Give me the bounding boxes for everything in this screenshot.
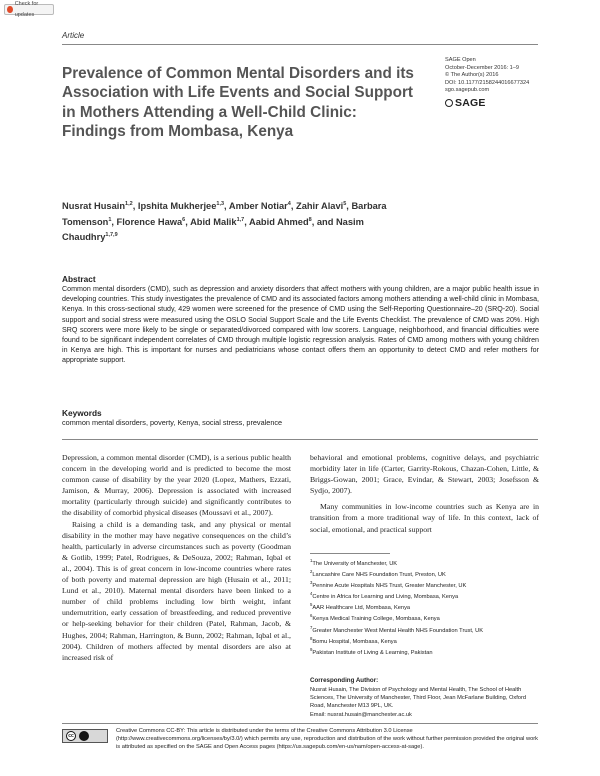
by-attribution-icon bbox=[79, 731, 89, 741]
author-name: Aabid Ahmed bbox=[249, 216, 309, 227]
affiliation-text: Centre in Africa for Learning and Living, Mombasa, Kenya bbox=[312, 594, 459, 601]
journal-name: SAGE Open bbox=[445, 57, 476, 63]
corresponding-author-details bbox=[310, 686, 539, 719]
affiliation-number: 4 bbox=[310, 591, 313, 597]
author-separator: , bbox=[290, 201, 297, 212]
affiliation-item bbox=[310, 579, 539, 590]
author-separator: , bbox=[224, 201, 229, 212]
author-affiliation-marker: 8 bbox=[308, 216, 312, 223]
author-separator: , bbox=[111, 216, 117, 227]
author-name: Nusrat Husain bbox=[62, 201, 126, 212]
sage-logo-text: SAGE bbox=[455, 97, 486, 109]
abstract-text: Common mental disorders (CMD), such as depression and anxiety disorders that affect mothers with young children, are a major public health issue in developing countries. This study investigates the prevalence of CMD and its associated factors among mothers attending a well-child clinic in Mombasa, Kenya. In this cross-sectional study, 429 women were screened for the presence of CMD using the Self-Reporting Questionnaire–20 (SRQ-20). Social support and social stress were measured using the OSLO Social Support Scale and the Life Events Checklist. The prevalence of CMD was 20%. High SRQ scorers were more likely to be single or separated/divorced compared with low scorers. Language, neighborhood, and financial difficulties were found to be significant independent correlates of CMD through multiple logistic regression analysis. Rates of CMD among mothers with young children in Kenya are high. This is important for nurses and pediatricians whose contact offers them an opportunity to detect CMD and refer mothers for appropriate support. bbox=[62, 285, 539, 365]
author-separator: , and bbox=[311, 216, 336, 227]
affiliation-number: 1 bbox=[310, 558, 313, 563]
author-affiliation-marker: 4 bbox=[287, 201, 291, 207]
body-column-right bbox=[310, 452, 539, 535]
author-separator: , bbox=[346, 201, 352, 212]
keywords-heading: Keywords bbox=[62, 408, 102, 418]
sage-logo bbox=[445, 97, 486, 109]
affiliation-number: 7 bbox=[310, 624, 313, 630]
copyright-notice: © The Author(s) 2016 bbox=[445, 72, 499, 79]
abstract-heading: Abstract bbox=[62, 274, 96, 284]
author-name: Barbara Tomenson bbox=[62, 201, 387, 227]
affiliation-number: 5 bbox=[310, 602, 313, 608]
affiliations-list bbox=[310, 557, 539, 657]
corresponding-author-email[interactable]: Email: nusrat.husain@manchester.ac.uk bbox=[310, 711, 412, 718]
affiliation-item bbox=[310, 624, 539, 635]
affiliation-item bbox=[310, 635, 539, 646]
author-name: Ipshita Mukherjee bbox=[137, 201, 217, 212]
body-divider bbox=[62, 439, 538, 440]
affiliation-text: Pennine Acute Hospitals NHS Trust, Greater Manchester, UK bbox=[312, 583, 467, 590]
author-affiliation-marker: 1,7 bbox=[236, 216, 245, 223]
author-affiliation-marker: 1,2 bbox=[125, 201, 133, 207]
header-divider bbox=[62, 44, 538, 45]
author-name: Abid Malik bbox=[190, 216, 237, 227]
body-paragraph: Many communities in low-income countries such as Kenya are in transition from a more traditional way of life. In this context, lack of social, emotional, and practical support bbox=[310, 502, 539, 534]
affiliation-text: AAR Healthcare Ltd, Mombasa, Kenya bbox=[312, 605, 411, 612]
affiliation-number: 9 bbox=[310, 646, 313, 652]
affiliation-item bbox=[310, 568, 539, 579]
doi-link[interactable]: DOI: 10.1177/2158244016677324 bbox=[445, 79, 530, 86]
cc-icon: cc bbox=[66, 731, 76, 741]
check-for-updates-label: Check for updates bbox=[14, 0, 39, 18]
corresponding-author-heading: Corresponding Author: bbox=[310, 677, 379, 684]
affiliation-number: 6 bbox=[310, 613, 313, 619]
license-text: Creative Commons CC-BY: This article is distributed under the terms of the Creative Commons Attribution 3.0 License (http://www.creativecommons.org/licenses/by/3.0/) which permits any use, reproduction and distribution of the work without further permission provided the original work is attributed as specified on the SAGE and Open Access pages (https://us.sagepub.com/en-us/nam/open-access-at-sage). bbox=[116, 728, 539, 751]
affiliation-number: 3 bbox=[310, 580, 313, 586]
affiliation-item bbox=[310, 557, 539, 568]
body-paragraph: Raising a child is a demanding task, and any physical or mental disability in the mother may have negative consequences on the child’s health, particularly in adverse circumstances such as poverty (Goodman & Gotlib, 1999; Patel, Rodrigues, & DeSouza, 2002; Rahman, Iqbal et al., 2004). This is of great concern in low-income countries where rates of both poverty and maternal depression are high (Husain et al., 2011; Lund et al., 2010). Maternal mental disorders have been linked to a number of child problems including low birth weight, infant undernutrition, early cessation of breastfeeding, and reduced preventive or help-seeking behavior for their children (Patel, Rahman, Jacob, & Hughes, 2004; Rahman, Harrington, & Bunn, 2002; Rahman, Iqbal et al., 2004). Children of mothers affected by mental disorders are also at increased risk of bbox=[62, 519, 291, 662]
journal-website-link[interactable]: sgo.sagepub.com bbox=[445, 87, 490, 94]
author-affiliation-marker: 1,7,9 bbox=[105, 232, 118, 238]
author-name: Zahir Alavi bbox=[296, 201, 344, 212]
author-separator: , bbox=[132, 201, 138, 212]
body-column-left bbox=[62, 452, 291, 663]
author-affiliation-marker: 1 bbox=[108, 216, 112, 223]
author-separator: , bbox=[185, 216, 191, 227]
affiliation-number: 2 bbox=[310, 569, 313, 575]
affiliation-text: The University of Manchester, UK bbox=[312, 560, 398, 567]
affiliation-item bbox=[310, 646, 539, 657]
affiliations-divider bbox=[310, 553, 390, 554]
check-updates-icon bbox=[7, 6, 13, 13]
creative-commons-badge[interactable] bbox=[62, 729, 108, 743]
affiliation-text: Pakistan Institute of Living & Learning, Pakistan bbox=[312, 649, 433, 656]
affiliation-text: Lancashire Care NHS Foundation Trust, Preston, UK bbox=[312, 571, 446, 578]
author-name: Florence Hawa bbox=[116, 216, 183, 227]
affiliation-item bbox=[310, 590, 539, 601]
sage-logo-icon bbox=[445, 99, 453, 107]
author-name: Nasim Chaudhry bbox=[62, 216, 364, 243]
article-title: Prevalence of Common Mental Disorders and its Association with Life Events and Social Support in Mothers Attending a Well-Child Clinic: Findings from Mombasa, Kenya bbox=[62, 65, 414, 140]
affiliation-text: Kenya Medical Training College, Mombasa, Kenya bbox=[312, 616, 440, 623]
journal-issue: October-December 2016: 1–9 bbox=[445, 64, 520, 71]
keywords-list: common mental disorders, poverty, Kenya, social stress, prevalence bbox=[62, 418, 283, 427]
affiliation-item bbox=[310, 612, 539, 623]
author-affiliation-marker: 6 bbox=[182, 216, 186, 223]
article-type-label: Article bbox=[62, 31, 85, 40]
author-name: Amber Notiar bbox=[228, 201, 288, 212]
body-paragraph: behavioral and emotional problems, cognitive delays, and psychiatric morbidity later in life (Carter, Garrity-Rokous, Chazan-Cohen, Little, & Briggs-Gowan, 2001; Grace, Evindar, & Stewart, 2003; Josefsson & Sydjo, 2007). bbox=[310, 453, 539, 496]
footer-divider bbox=[62, 723, 538, 724]
corresponding-author-address: Nusrat Husain, The Division of Psychology and Mental Health, The School of Health Sciences, The University of Manchester, Third Floor, Jean McFarlane Building, Oxford Road, Manchester M13 9PL, UK. bbox=[310, 687, 527, 710]
journal-metadata bbox=[445, 57, 529, 95]
author-list bbox=[62, 198, 392, 245]
affiliation-number: 8 bbox=[310, 635, 313, 641]
affiliation-text: Bomu Hospital, Mombasa, Kenya bbox=[312, 638, 397, 645]
affiliation-text: Greater Manchester West Mental Health NHS Foundation Trust, UK bbox=[312, 627, 483, 634]
author-affiliation-marker: 1,3 bbox=[216, 201, 225, 207]
check-for-updates-badge[interactable] bbox=[4, 0, 54, 18]
body-paragraph: Depression, a common mental disorder (CMD), is a serious public health concern in the developing world and is predicted to become the most common cause of disability by the year 2020 (Lopez, Mathers, Ezzati, Jamison, & Murray, 2006). Depression is associated with increased mortality (particularly through suicide) and significantly contributes to the disability of comorbid physical diseases (Moussavi et al., 2007). bbox=[62, 453, 291, 518]
author-affiliation-marker: 5 bbox=[343, 201, 347, 207]
affiliation-item bbox=[310, 601, 539, 612]
author-separator: , bbox=[244, 216, 250, 227]
